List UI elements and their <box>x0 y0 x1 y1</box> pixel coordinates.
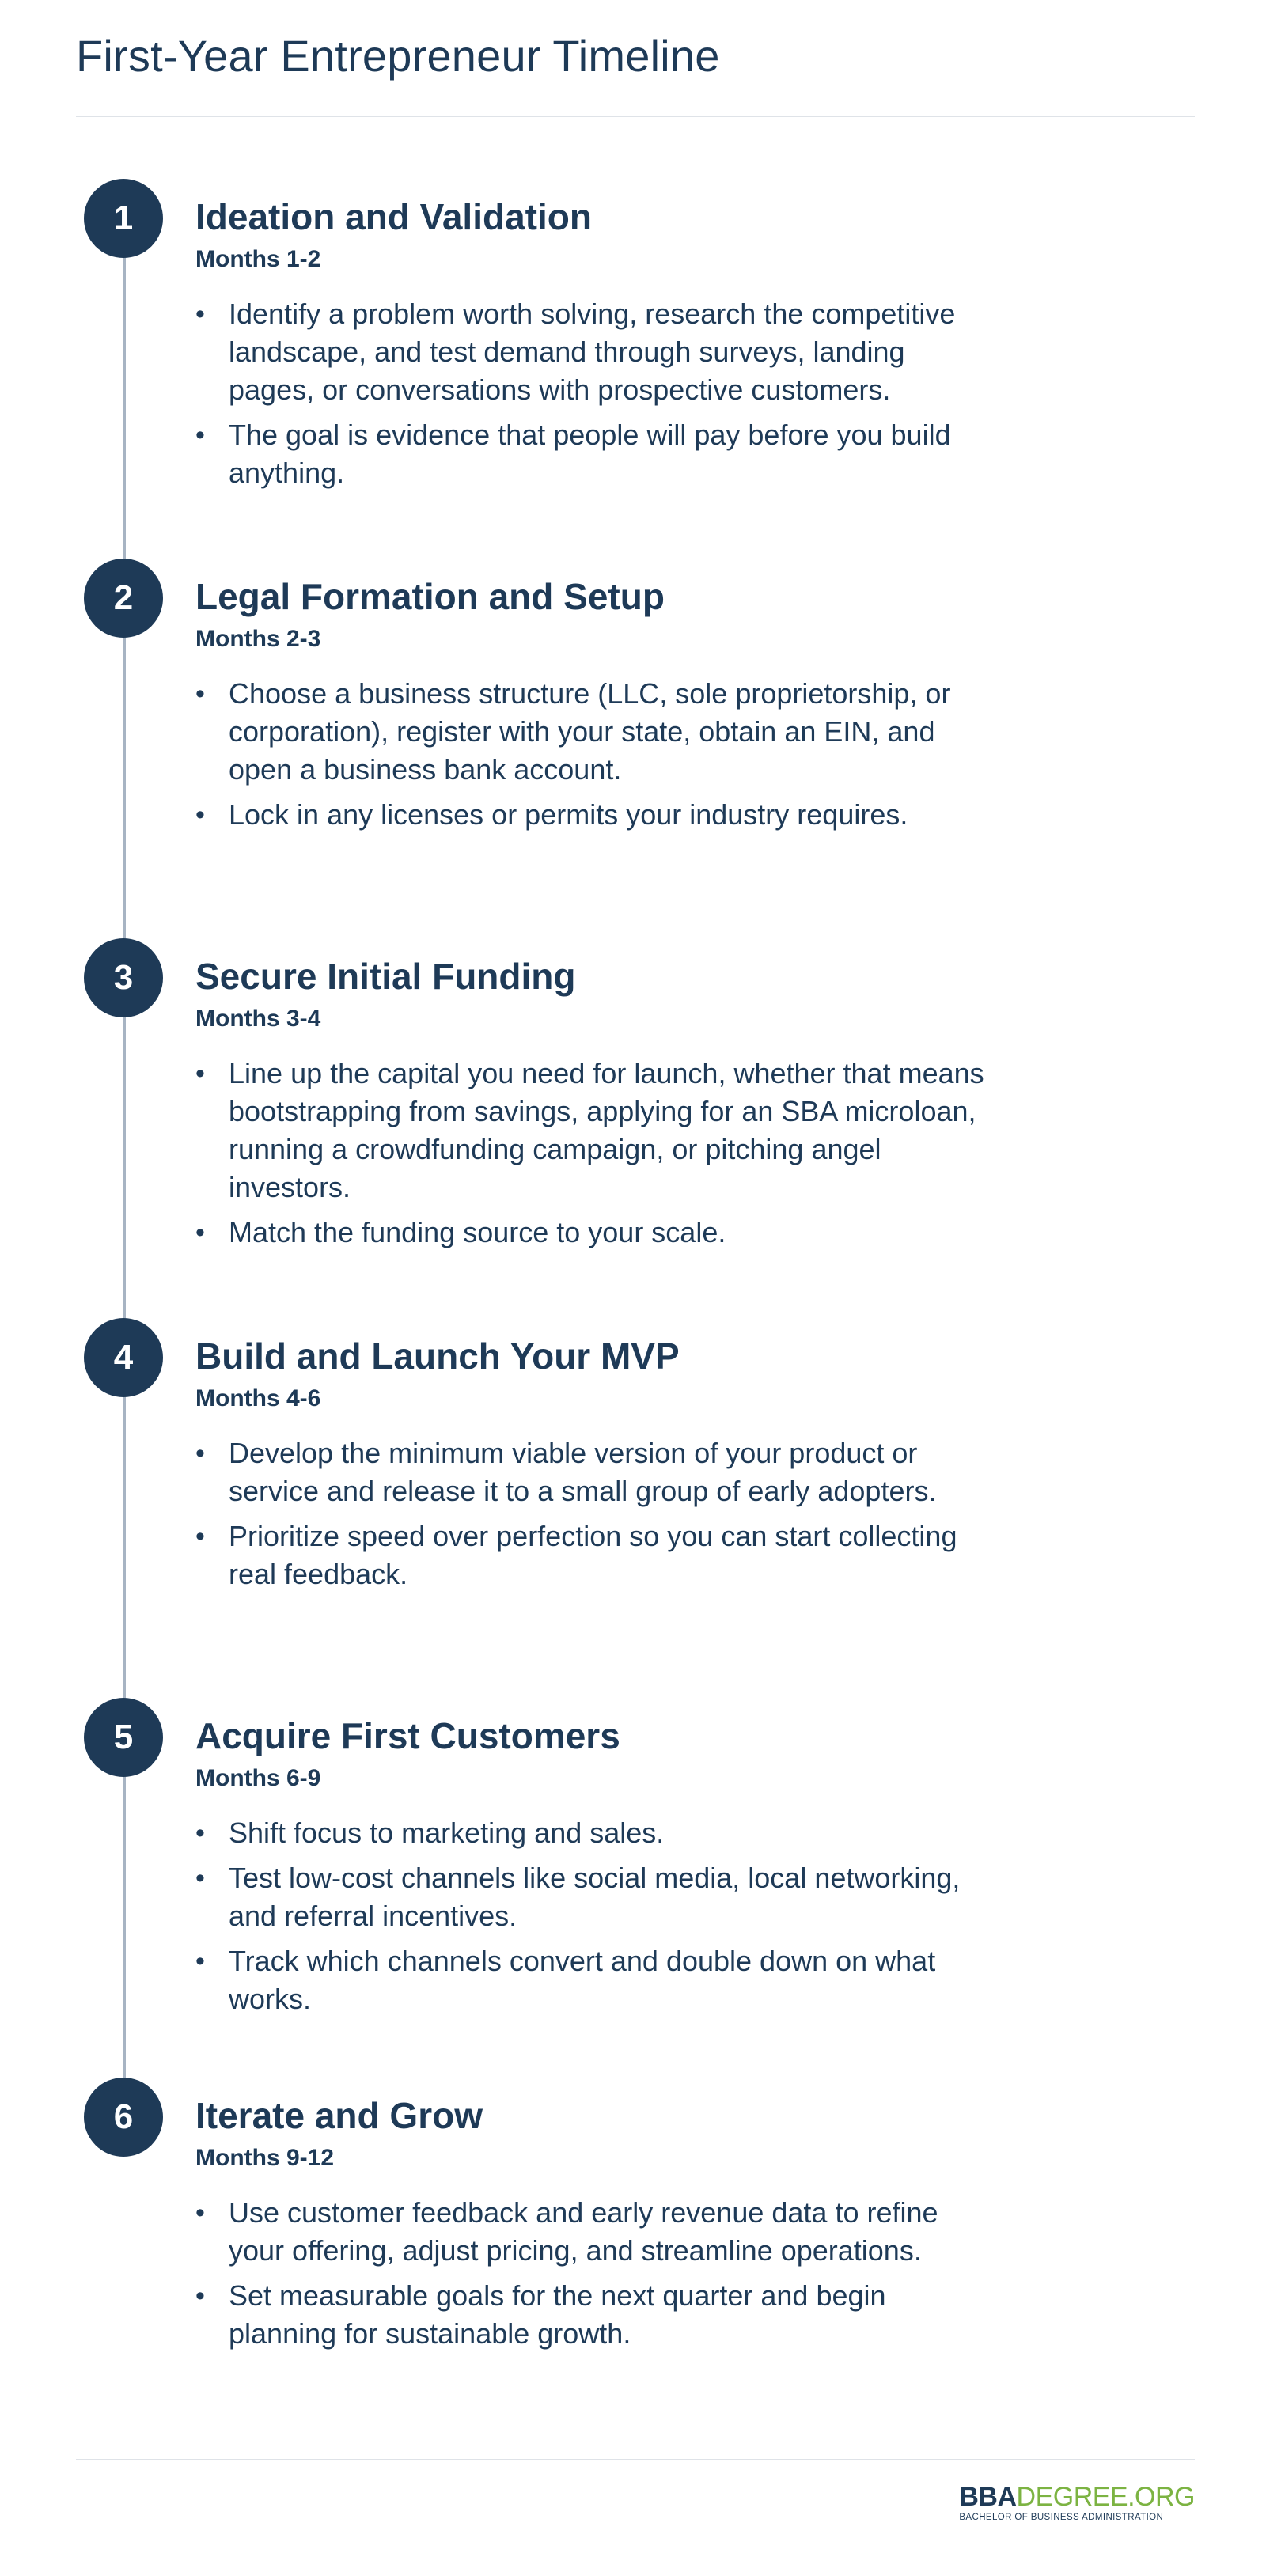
bullet-item: • Choose a business structure (LLC, sole proprietorship, or corporation), register with your state, obtain an EIN, and open a business bank account. <box>195 675 995 789</box>
bullet-item: • Develop the minimum viable version of your product or service and release it to a small group of early adopters. <box>195 1434 995 1510</box>
step-content <box>195 1335 987 1601</box>
step-number-badge: 3 <box>84 938 163 1017</box>
step-title: Legal Formation and Setup <box>195 576 665 617</box>
step-content <box>195 956 987 1259</box>
bullet-item: • Match the funding source to your scale. <box>195 1214 995 1252</box>
bullet-item: • Prioritize speed over perfection so you can start collecting real feedback. <box>195 1517 995 1593</box>
step-period: Months 1-2 <box>195 245 321 272</box>
step-period: Months 9-12 <box>195 2144 335 2171</box>
step-title: Iterate and Grow <box>195 2095 483 2136</box>
logo-tagline: BACHELOR OF BUSINESS ADMINISTRATION <box>959 2513 1164 2522</box>
step-period: Months 3-4 <box>195 1005 321 1032</box>
step-content <box>195 196 987 499</box>
step-content <box>195 576 987 841</box>
step-title: Secure Initial Funding <box>195 956 576 997</box>
step-number-badge: 5 <box>84 1698 163 1777</box>
step-content <box>195 2095 987 2360</box>
bottom-divider <box>76 2459 1195 2460</box>
timeline-connector <box>123 220 126 2119</box>
step-period: Months 6-9 <box>195 1764 321 1791</box>
bullet-item: • Lock in any licenses or permits your industry requires. <box>195 796 995 834</box>
bullet-item: • Line up the capital you need for launch, whether that means bootstrapping from savings, applying for an SBA microloan, running a crowdfunding campaign, or pitching angel investors. <box>195 1055 995 1207</box>
step-bullet-list <box>195 1434 995 1593</box>
step-title: Acquire First Customers <box>195 1715 620 1756</box>
step-period: Months 2-3 <box>195 625 321 652</box>
bbadegree-logo <box>959 2483 1195 2522</box>
logo-accent-text: DEGREE.ORG <box>1016 2482 1195 2512</box>
bullet-item: • Identify a problem worth solving, research the competitive landscape, and test demand through surveys, landing pages, or conversations with prospective customers. <box>195 295 995 409</box>
step-number-badge: 1 <box>84 179 163 258</box>
bullet-item: • Test low-cost channels like social media, local networking, and referral incentives. <box>195 1859 995 1935</box>
step-bullet-list <box>195 2194 995 2353</box>
bullet-item: • Track which channels convert and double down on what works. <box>195 1942 995 2018</box>
step-number-badge: 2 <box>84 559 163 638</box>
bullet-item: • Use customer feedback and early revenue data to refine your offering, adjust pricing, and streamline operations. <box>195 2194 995 2270</box>
top-divider <box>76 116 1195 117</box>
step-content <box>195 1715 987 2025</box>
step-bullet-list <box>195 295 995 492</box>
step-bullet-list <box>195 675 995 834</box>
logo-bold-text: BBA <box>959 2482 1017 2512</box>
step-bullet-list <box>195 1055 995 1252</box>
bullet-item: • The goal is evidence that people will pay before you build anything. <box>195 416 995 492</box>
step-bullet-list <box>195 1814 995 2018</box>
step-title: Ideation and Validation <box>195 196 592 237</box>
page-title: First-Year Entrepreneur Timeline <box>76 31 720 81</box>
bullet-item: • Shift focus to marketing and sales. <box>195 1814 995 1852</box>
logo-wordmark <box>959 2483 1195 2511</box>
step-title: Build and Launch Your MVP <box>195 1335 680 1377</box>
step-number-badge: 4 <box>84 1318 163 1397</box>
bullet-item: • Set measurable goals for the next quarter and begin planning for sustainable growth. <box>195 2277 995 2353</box>
step-number-badge: 6 <box>84 2078 163 2157</box>
step-period: Months 4-6 <box>195 1385 321 1411</box>
